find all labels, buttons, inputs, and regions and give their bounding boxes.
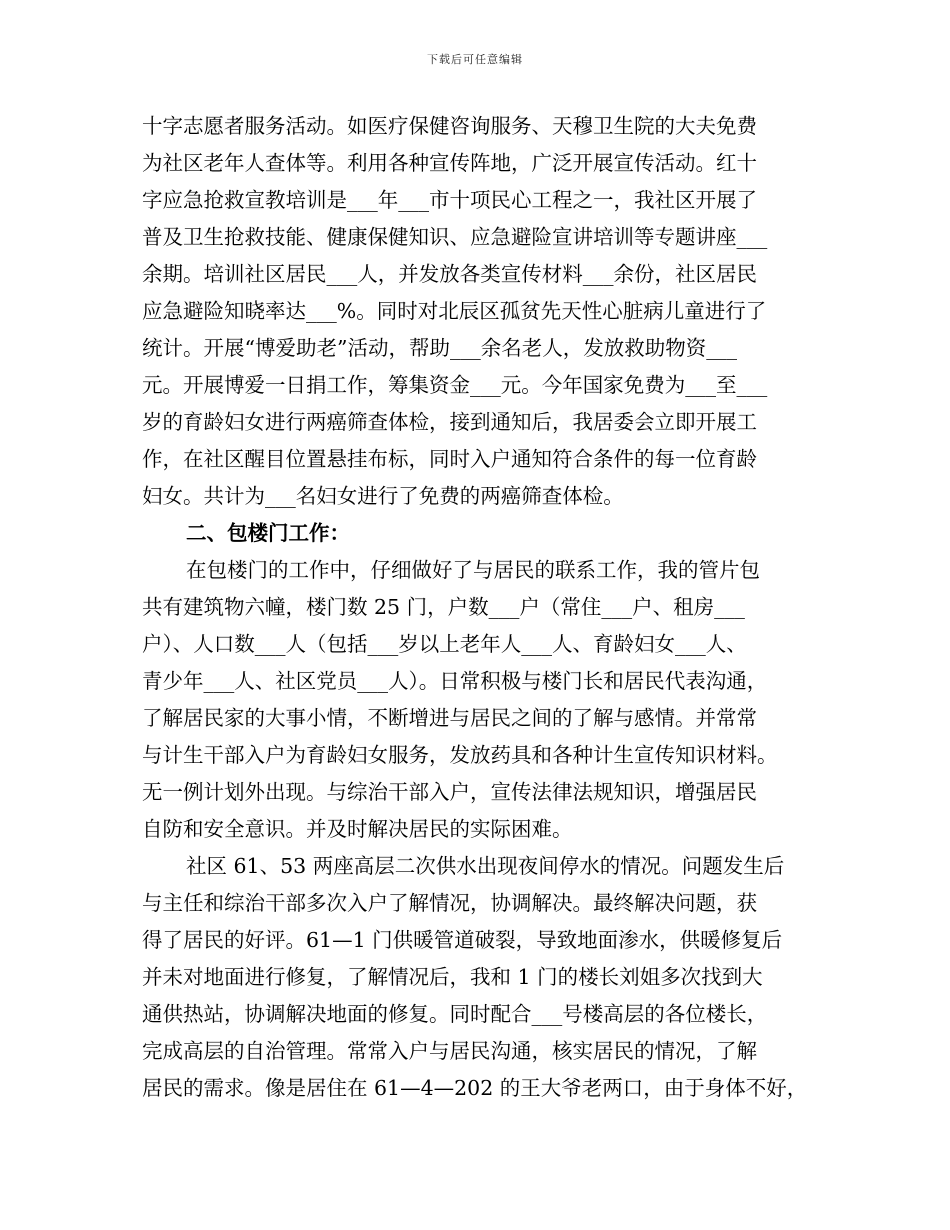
text-line: 字应急抢救宣教培训是___年___市十项民心工程之一，我社区开展了 xyxy=(142,188,757,212)
text-line: 元。开展博爱一日捐工作，筹集资金___元。今年国家免费为___至___ xyxy=(142,373,768,397)
section-heading-building-work xyxy=(142,515,822,552)
text-line: 与计生干部入户为育龄妇女服务，发放药具和各种计生宣传知识材料。 xyxy=(142,743,778,767)
text-line: 普及卫生抢救技能、健康保健知识、应急避险宣讲培训等专题讲座___ xyxy=(142,225,768,249)
text-line: 应急避险知晓率达___%。同时对北辰区孤贫先天性心脏病儿童进行了 xyxy=(142,299,767,323)
page-header: 下载后可任意编辑 xyxy=(427,53,523,66)
text-line: 岁的育龄妇女进行两癌筛查体检，接到通知后，我居委会立即开展工 xyxy=(142,410,757,434)
text-line: 余期。培训社区居民___人，并发放各类宣传材料___余份，社区居民 xyxy=(142,262,757,286)
text-line: 统计。开展“博爱助老”活动，帮助___余名老人，发放救助物资___ xyxy=(142,336,737,360)
section-heading: 二、包楼门工作： xyxy=(186,521,350,545)
document-body xyxy=(142,108,822,1107)
text-line: 户）、人口数___人（包括___岁以上老年人___人、育龄妇女___人、 xyxy=(142,632,747,656)
text-line: 十字志愿者服务活动。如医疗保健咨询服务、天穆卫生院的大夫免费 xyxy=(142,114,757,138)
text-line: 了解居民家的大事小情，不断增进与居民之间的了解与感情。并常常 xyxy=(142,706,757,730)
text-line: 作，在社区醒目位置悬挂布标，同时入户通知符合条件的每一位育龄 xyxy=(142,447,757,471)
paragraph-building-contact xyxy=(142,552,822,848)
text-line: 共有建筑物六幢，楼门数 25 门，户数___户（常住___户、租房___ xyxy=(142,595,745,619)
text-line: 与主任和综治干部多次入户了解情况，协调解决。最终解决问题，获 xyxy=(142,891,757,915)
paragraph-water-heating xyxy=(142,848,822,1107)
text-line: 得了居民的好评。61—1 门供暖管道破裂，导致地面渗水，供暖修复后 xyxy=(142,928,783,952)
text-line: 自防和安全意识。并及时解决居民的实际困难。 xyxy=(142,817,573,841)
text-line: 为社区老年人查体等。利用各种宣传阵地，广泛开展宣传活动。红十 xyxy=(142,151,757,175)
text-line: 在包楼门的工作中，仔细做好了与居民的联系工作，我的管片包 xyxy=(186,558,760,582)
text-line: 青少年___人、社区党员___人）。日常积极与楼门长和居民代表沟通， xyxy=(142,669,768,693)
text-line: 并未对地面进行修复，了解情况后，我和 1 门的楼长刘姐多次找到大 xyxy=(142,965,763,989)
text-line: 居民的需求。像是居住在 61—4—202 的王大爷老两口，由于身体不好， xyxy=(142,1076,808,1100)
paragraph-red-cross-activities xyxy=(142,108,822,515)
text-line: 通供热站，协调解决地面的修复。同时配合___号楼高层的各位楼长， xyxy=(142,1002,768,1026)
text-line: 社区 61、53 两座高层二次供水出现夜间停水的情况。问题发生后 xyxy=(186,854,785,878)
text-line: 完成高层的自治管理。常常入户与居民沟通，核实居民的情况，了解 xyxy=(142,1039,757,1063)
text-line: 妇女。共计为___名妇女进行了免费的两癌筛查体检。 xyxy=(142,484,624,508)
text-line: 无一例计划外出现。与综治干部入户，宣传法律法规知识，增强居民 xyxy=(142,780,757,804)
